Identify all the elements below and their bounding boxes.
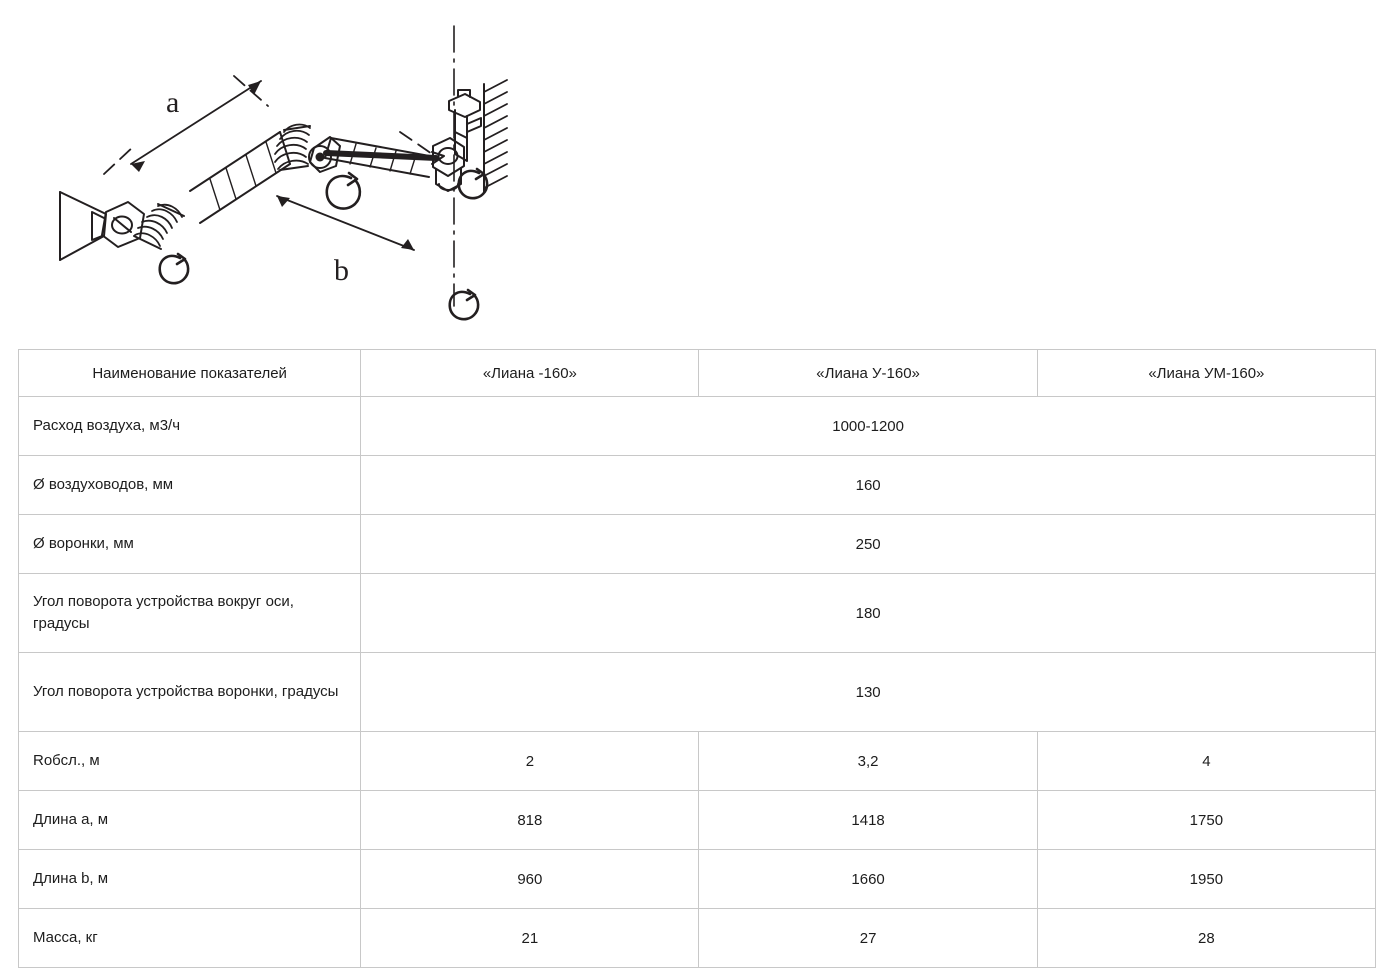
- row-value-axis-rotation-angle: 180: [361, 574, 1376, 653]
- row-value-mass-2: 27: [699, 909, 1037, 968]
- row-value-duct-diameter: 160: [361, 456, 1376, 515]
- table-row: [19, 397, 1376, 456]
- row-value-funnel-diameter: 250: [361, 515, 1376, 574]
- table-row: [19, 456, 1376, 515]
- header-liana-u-160: «Лиана У-160»: [699, 350, 1037, 397]
- row-value-length-b-1: 960: [361, 850, 699, 909]
- row-label-duct-diameter: Ø воздуховодов, мм: [19, 456, 361, 515]
- table-row: [19, 850, 1376, 909]
- table-header-row: [19, 350, 1376, 397]
- row-value-airflow: 1000-1200: [361, 397, 1376, 456]
- header-liana-um-160: «Лиана УМ-160»: [1037, 350, 1375, 397]
- figure-label-a: a: [166, 86, 180, 119]
- table-row: [19, 515, 1376, 574]
- row-value-mass-1: 21: [361, 909, 699, 968]
- row-value-service-radius-2: 3,2: [699, 732, 1037, 791]
- figure-label-b: b: [334, 254, 349, 287]
- row-value-length-b-3: 1950: [1037, 850, 1375, 909]
- row-value-length-b-2: 1660: [699, 850, 1037, 909]
- row-value-service-radius-1: 2: [361, 732, 699, 791]
- row-label-funnel-diameter: Ø воронки, мм: [19, 515, 361, 574]
- figure-extraction-arm: [18, 6, 558, 336]
- row-value-length-a-3: 1750: [1037, 791, 1375, 850]
- header-liana-160: «Лиана -160»: [361, 350, 699, 397]
- header-indicator-name: Наименование показателей: [19, 350, 361, 397]
- row-label-service-radius: Rобсл., м: [19, 732, 361, 791]
- spec-table-container: [18, 349, 1376, 968]
- row-label-axis-rotation-angle: Угол поворота устройства вокруг оси, градусы: [19, 574, 361, 653]
- table-row: [19, 574, 1376, 653]
- row-label-airflow: Расход воздуха, м3/ч: [19, 397, 361, 456]
- table-row: [19, 909, 1376, 968]
- specifications-table: [18, 349, 1376, 968]
- table-row: [19, 653, 1376, 732]
- row-label-length-b: Длина b, м: [19, 850, 361, 909]
- table-row: [19, 791, 1376, 850]
- table-row: [19, 732, 1376, 791]
- row-label-length-a: Длина a, м: [19, 791, 361, 850]
- row-value-length-a-1: 818: [361, 791, 699, 850]
- row-label-funnel-rotation-angle: Угол поворота устройства воронки, градусы: [19, 653, 361, 732]
- row-value-length-a-2: 1418: [699, 791, 1037, 850]
- row-value-mass-3: 28: [1037, 909, 1375, 968]
- row-value-funnel-rotation-angle: 130: [361, 653, 1376, 732]
- row-value-service-radius-3: 4: [1037, 732, 1375, 791]
- row-label-mass: Масса, кг: [19, 909, 361, 968]
